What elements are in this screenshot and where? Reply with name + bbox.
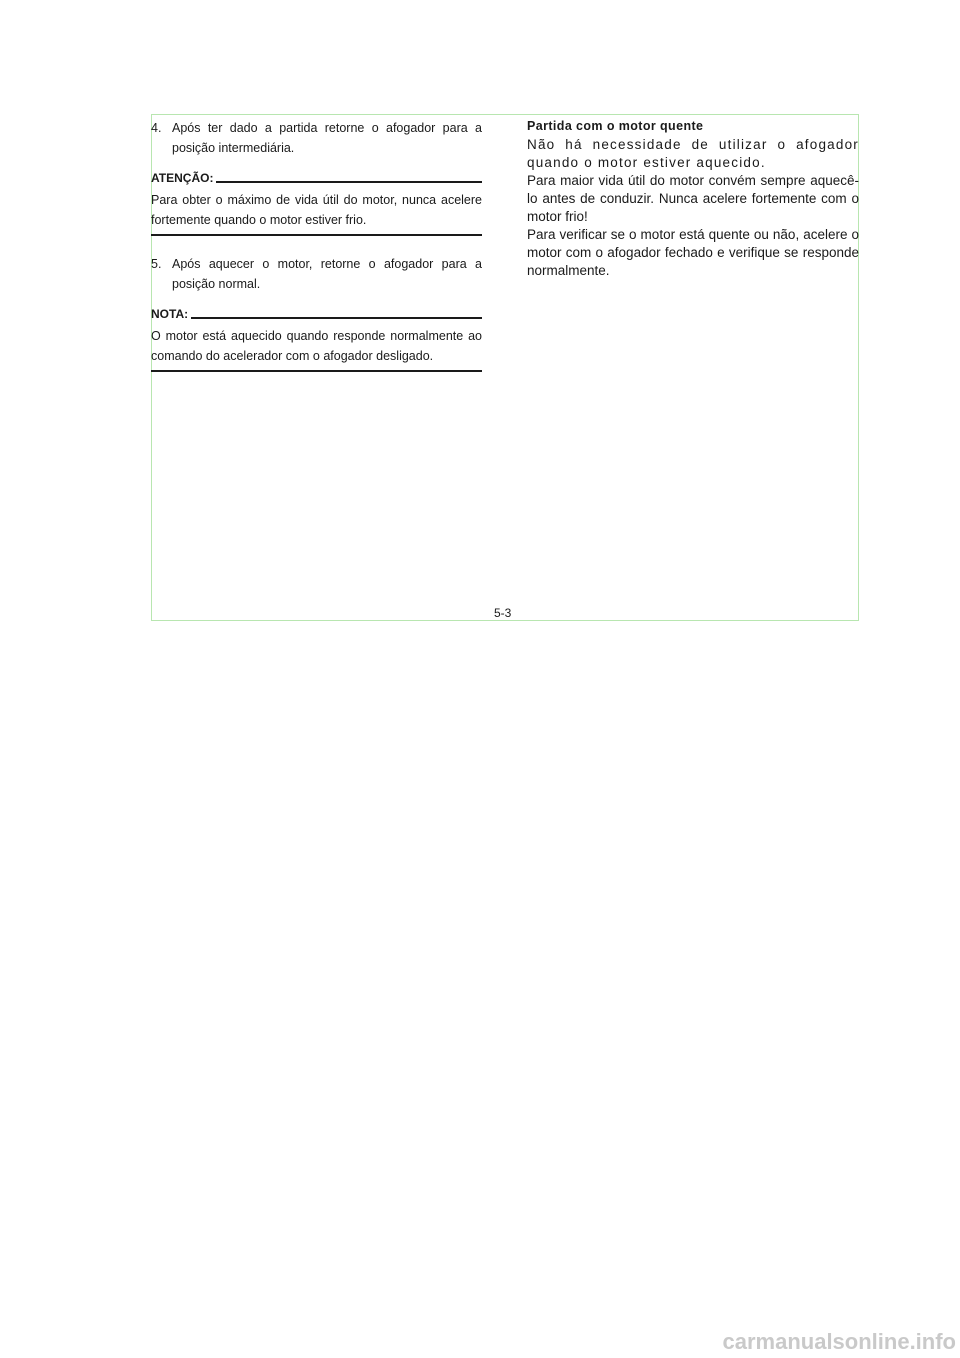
step-5 xyxy=(151,254,482,294)
paragraph-choke: Não há necessidade de utilizar o afogador quando o motor estiver aquecido. xyxy=(527,137,859,170)
note-rule xyxy=(191,317,482,319)
right-column xyxy=(527,118,859,280)
caution-rule xyxy=(216,181,482,183)
step-4 xyxy=(151,118,482,158)
note-header xyxy=(151,306,482,322)
caution-text: Para obter o máximo de vida útil do motor, nunca acelere fortemente quando o motor estiver frio. xyxy=(151,190,482,236)
page-number: 5-3 xyxy=(494,606,512,620)
step-number: 5. xyxy=(151,257,162,271)
left-column xyxy=(151,118,482,372)
step-number: 4. xyxy=(151,121,162,135)
paragraph-warmup: Para maior vida útil do motor convém sempre aquecê-lo antes de conduzir. Nunca acelere fortemente com o motor frio! xyxy=(527,173,859,224)
step-text: Após aquecer o motor, retorne o afogador para a posição normal. xyxy=(172,257,482,291)
step-text: Após ter dado a partida retorne o afogador para a posição intermediária. xyxy=(172,121,482,155)
caution-header xyxy=(151,170,482,186)
note-text: O motor está aquecido quando responde normalmente ao comando do acelerador com o afogador desligado. xyxy=(151,326,482,372)
paragraph-check: Para verificar se o motor está quente ou não, acelere o motor com o afogador fechado e verifique se responde normalmente. xyxy=(527,227,859,278)
caution-label: ATENÇÃO: xyxy=(151,171,214,185)
watermark: carmanualsonline.info xyxy=(722,1329,956,1354)
section-title: Partida com o motor quente xyxy=(527,119,704,133)
note-label: NOTA: xyxy=(151,307,189,321)
